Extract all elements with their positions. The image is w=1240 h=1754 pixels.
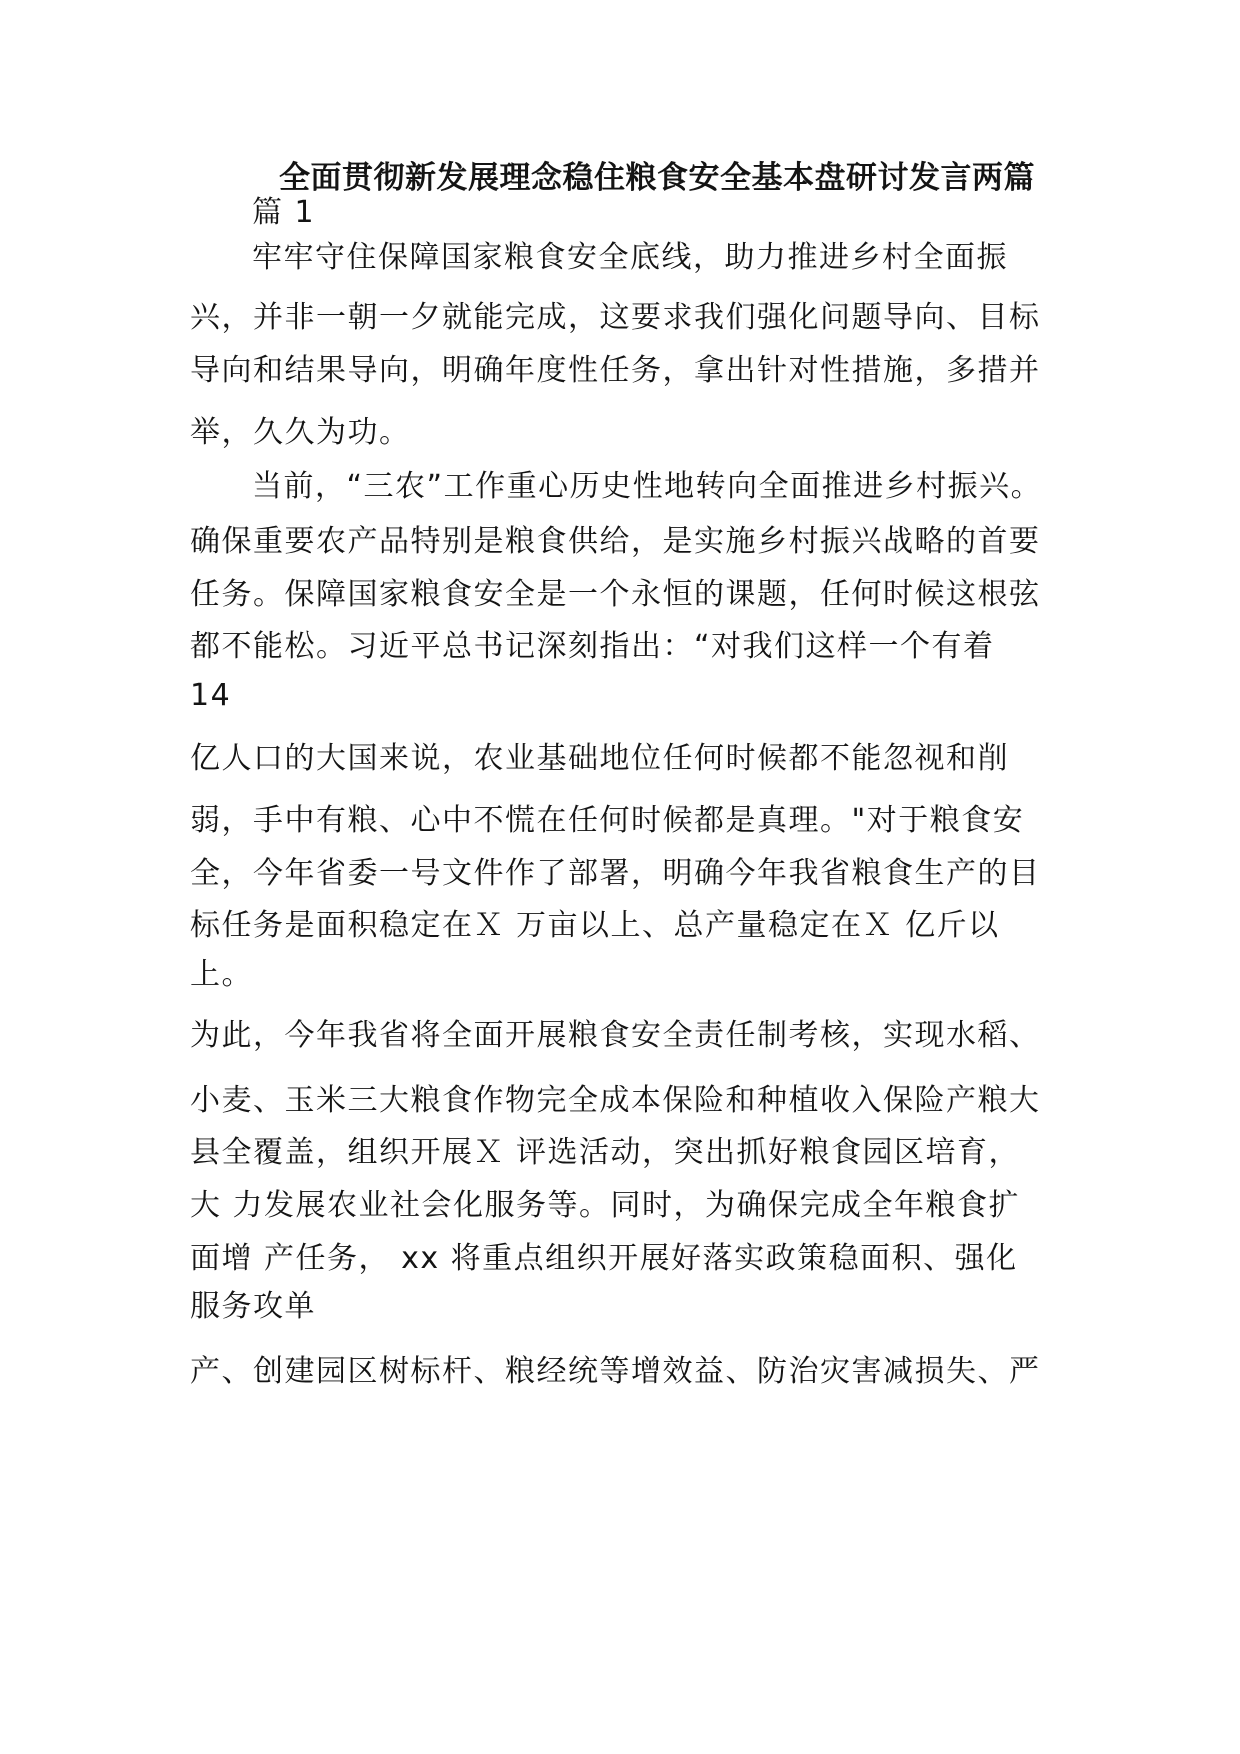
- text-line: 产、创建园区树标杆、粮经统等增效益、防治灾害减损失、严: [190, 1354, 1041, 1389]
- text-line: 亿人口的大国来说，农业基础地位任何时候都不能忽视和削: [190, 741, 1009, 776]
- text-line: 全，今年省委一号文件作了部署，明确今年我省粮食生产的目: [190, 856, 1041, 891]
- text-line: 小麦、玉米三大粮食作物完全成本保险和种植收入保险产粮大: [190, 1083, 1041, 1118]
- text-line: 任务。保障国家粮食安全是一个永恒的课题，任何时候这根弦: [190, 577, 1041, 612]
- text-line: 导向和结果导向，明确年度性任务，拿出针对性措施，多措并: [190, 353, 1041, 388]
- text-line: 县全覆盖，组织开展Ｘ 评选活动，突出抓好粮食园区培育，: [190, 1135, 1021, 1170]
- text-line: 确保重要农产品特别是粮食供给，是实施乡村振兴战略的首要: [190, 524, 1041, 559]
- text-line: 当前，“三农”工作重心历史性地转向全面推进乡村振兴。: [252, 469, 1043, 504]
- text-line: 弱，手中有粮、心中不慌在任何时候都是真理。"对于粮食安: [190, 803, 1025, 838]
- text-line: 面增 产任务， xx 将重点组织开展好落实政策稳面积、强化: [190, 1241, 1018, 1276]
- document-title: 全面贯彻新发展理念稳住粮食安全基本盘研讨发言两篇: [279, 160, 1035, 196]
- text-line: 14: [190, 678, 232, 713]
- text-line: 兴，并非一朝一夕就能完成，这要求我们强化问题导向、目标: [190, 300, 1041, 335]
- text-line: 大 力发展农业社会化服务等。同时，为确保完成全年粮食扩: [190, 1188, 1021, 1223]
- text-line: 上。: [190, 957, 253, 992]
- text-line: 为此，今年我省将全面开展粮食安全责任制考核，实现水稻、: [190, 1018, 1041, 1053]
- text-line: 举，久久为功。: [190, 415, 411, 450]
- text-line: 牢牢守住保障国家粮食安全底线，助力推进乡村全面振: [252, 240, 1008, 275]
- text-line: 都不能松。习近平总书记深刻指出：“对我们这样一个有着: [190, 629, 995, 664]
- section-heading: 篇 1: [252, 195, 316, 230]
- text-line: 标任务是面积稳定在Ｘ 万亩以上、总产量稳定在Ｘ 亿斤以: [190, 908, 1000, 943]
- text-line: 服务攻单: [190, 1289, 316, 1324]
